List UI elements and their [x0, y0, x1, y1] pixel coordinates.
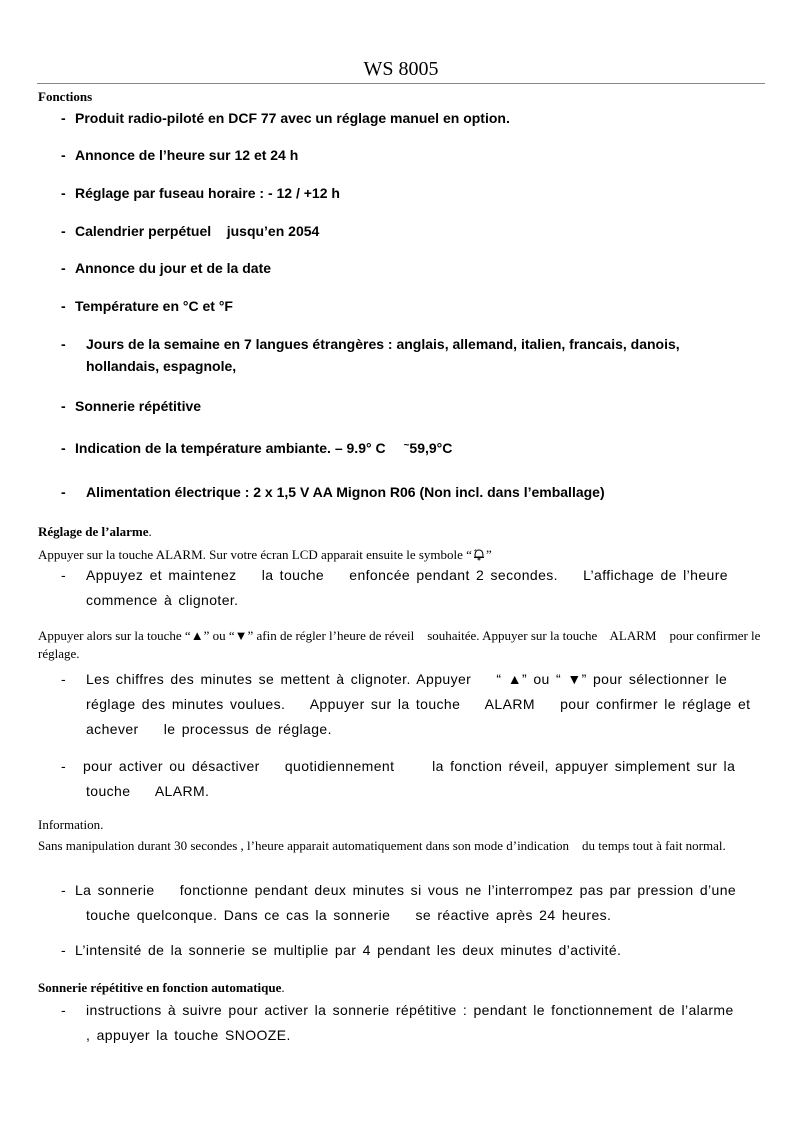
information-heading: Information. [38, 817, 104, 832]
list-item: - pour activer ou désactiver quotidiennement la fonction réveil, appuyer simplement sur la touche ALARM. [61, 758, 736, 799]
alarm-intro: Appuyer sur la touche ALARM. Sur votre écran LCD apparait ensuite le symbole “ ” [38, 546, 492, 566]
list-item: - Annonce de l’heure sur 12 et 24 h [61, 147, 299, 163]
list-item: - instructions à suivre pour activer la sonnerie répétitive : pendant le fonctionnement de l’alarme , appuyer la touche SNOOZE. [61, 1002, 734, 1043]
alarm-heading: Réglage de l’alarme. [38, 524, 152, 539]
list-item: - L’intensité de la sonnerie se multiplie par 4 pendant les deux minutes d’activité. [61, 942, 622, 958]
fonctions-heading: Fonctions [38, 89, 93, 104]
snooze-heading: Sonnerie répétitive en fonction automatique. [38, 980, 285, 995]
list-item: - Appuyez et maintenez la touche enfoncée pendant 2 secondes. L’affichage de l’heure commence à clignoter. [61, 567, 728, 608]
alarm-paragraph: Appuyer alors sur la touche “▲” ou “▼” afin de régler l’heure de réveil souhaitée. Appuyer sur la touche ALARM pour confirmer le réglage. [38, 628, 764, 661]
list-item: - Jours de la semaine en 7 langues étrangères : anglais, allemand, italien, francais, danois, hollandais, espagnole, [61, 336, 680, 374]
list-item: - Annonce du jour et de la date [61, 260, 272, 276]
list-item: - Produit radio-piloté en DCF 77 avec un réglage manuel en option. [61, 110, 510, 126]
document-title: WS 8005 [363, 58, 439, 80]
list-item: - Réglage par fuseau horaire : - 12 / +12 h [61, 185, 340, 201]
superscript-mark: ~ [403, 440, 410, 451]
information-paragraph: Sans manipulation durant 30 secondes , l’heure apparait automatiquement dans son mode d’indication du temps tout à fait normal. [38, 838, 726, 853]
list-item: - Les chiffres des minutes se mettent à clignoter. Appuyer “ ▲” ou “ ▼” pour sélectionner le réglage des minutes voulues. Appuyer sur la touche ALARM pour confirmer le réglage et achever le processus de réglage. [61, 671, 751, 737]
list-item: - Indication de la température ambiante. – 9.9° C ~59,9°C [61, 440, 453, 456]
list-item: - Température en °C et °F [61, 298, 233, 314]
list-item: - Alimentation électrique : 2 x 1,5 V AA Mignon R06 (Non incl. dans l’emballage) [61, 484, 605, 500]
title-divider [37, 83, 765, 84]
list-item: - La sonnerie fonctionne pendant deux minutes si vous ne l’interrompez pas par pression d’une touche quelconque. Dans ce cas la sonnerie se réactive après 24 heures. [61, 882, 737, 923]
list-item: - Calendrier perpétuel jusqu’en 2054 [61, 223, 320, 239]
list-item: - Sonnerie répétitive [61, 398, 202, 414]
